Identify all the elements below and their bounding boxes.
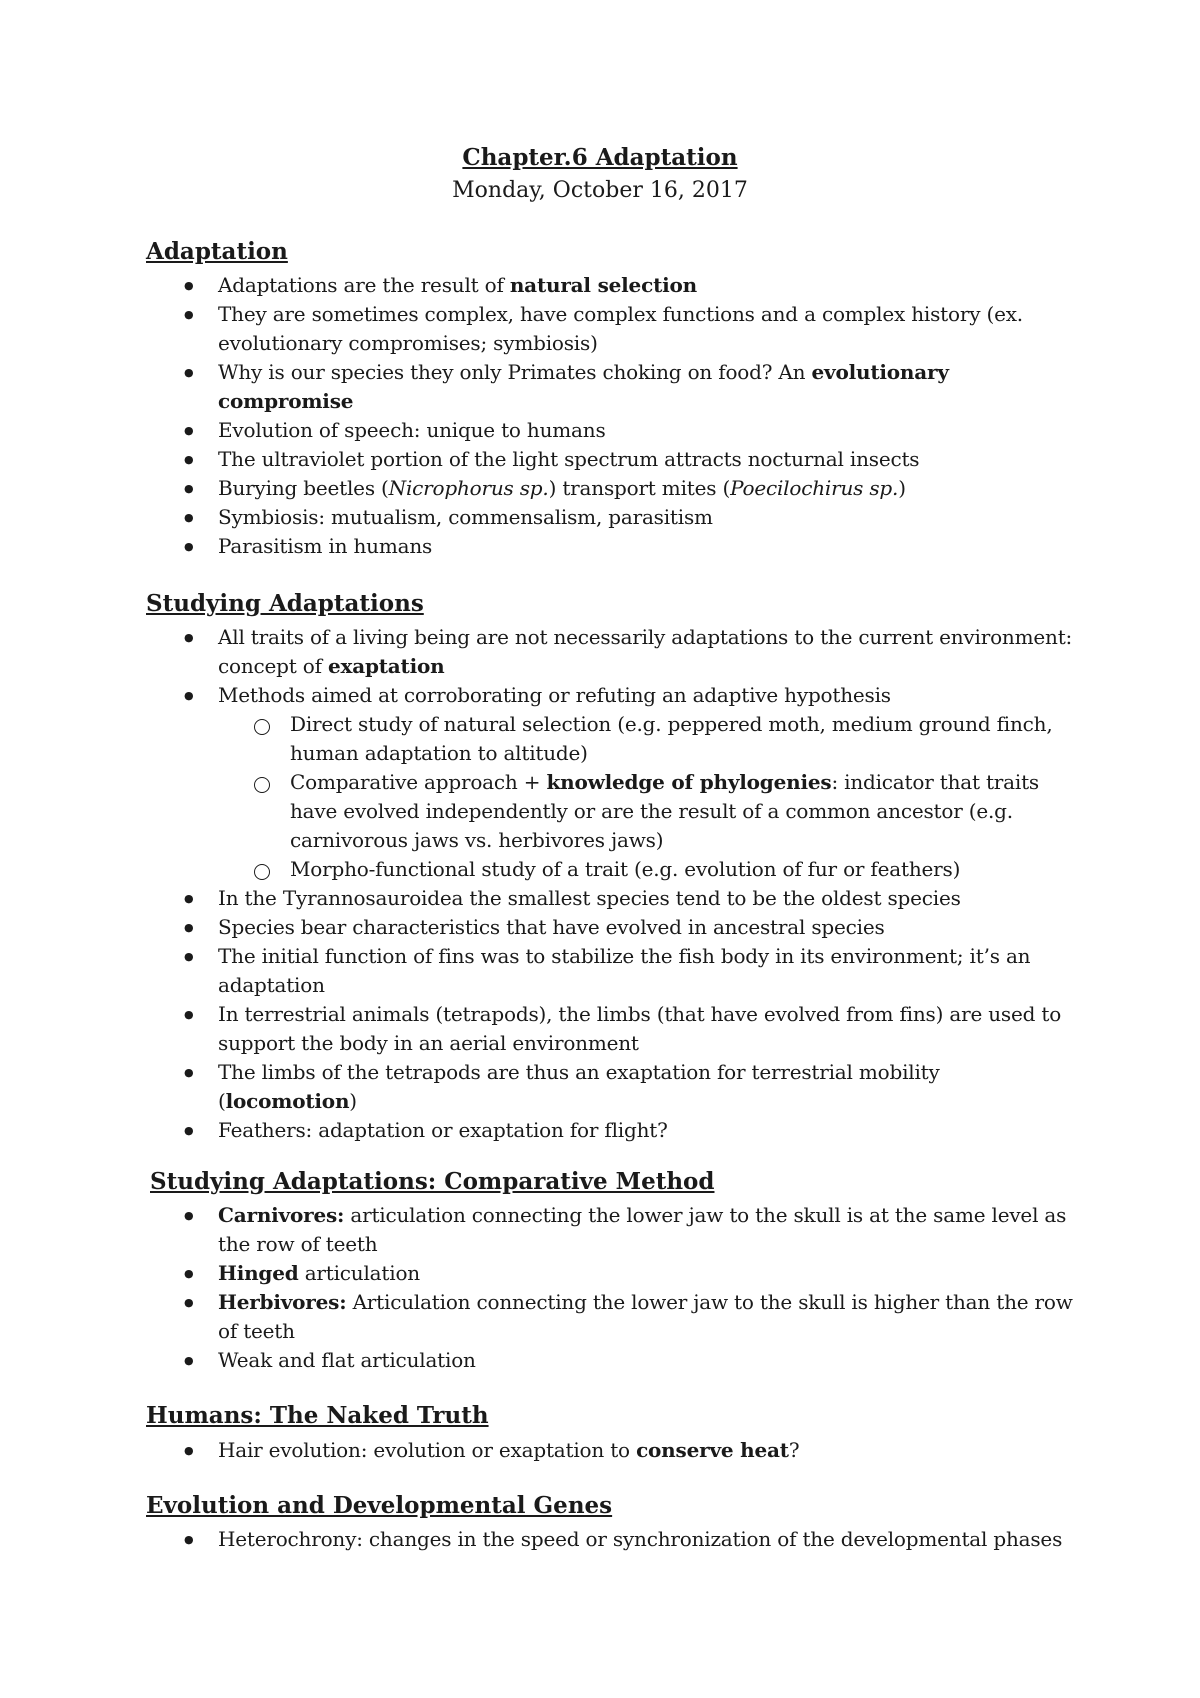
- section-heading-developmental-genes: Evolution and Developmental Genes: [146, 1492, 613, 1519]
- list-item: ● Carnivores: articulation connecting the lower jaw to the skull is at the same level as the row of teeth: [146, 1201, 1076, 1259]
- sublist-item: Comparative approach + knowledge of phylogenies: indicator that traits have evolved independently or are the result of a common ancestor (e.g. carnivorous jaws vs. herbivores jaws): [218, 768, 1076, 855]
- list-item: ● The ultraviolet portion of the light spectrum attracts nocturnal insects: [146, 445, 1076, 474]
- list-item: ● In terrestrial animals (tetrapods), the limbs (that have evolved from fins) are used to support the body in an aerial environment: [146, 1000, 1076, 1058]
- list-item: ● Weak and flat articulation: [146, 1346, 1076, 1375]
- list-item: ● They are sometimes complex, have complex functions and a complex history (ex. evolutionary compromises; symbiosis): [146, 300, 1076, 358]
- document-date: Monday, October 16, 2017: [452, 178, 748, 203]
- section-heading-naked-truth: Humans: The Naked Truth: [146, 1402, 489, 1429]
- section-heading-studying-adaptations: Studying Adaptations: [146, 590, 424, 617]
- list-item: ● Feathers: adaptation or exaptation for flight?: [146, 1116, 1076, 1145]
- sublist-item: Direct study of natural selection (e.g. peppered moth, medium ground finch, human adaptation to altitude): [218, 710, 1076, 768]
- methods-sublist: [218, 710, 1076, 884]
- list-item: ● In the Tyrannosauroidea the smallest species tend to be the oldest species: [146, 884, 1076, 913]
- list-item: ● Hinged articulation: [146, 1259, 1076, 1288]
- list-item: ● Evolution of speech: unique to humans: [146, 416, 1076, 445]
- list-item: ● Hair evolution: evolution or exaptation to conserve heat?: [146, 1436, 1076, 1465]
- list-item: ● Species bear characteristics that have evolved in ancestral species: [146, 913, 1076, 942]
- section-heading-adaptation: Adaptation: [146, 238, 288, 265]
- adaptation-list: [146, 271, 1076, 561]
- document-title: Chapter.6 Adaptation: [462, 144, 738, 171]
- list-item: ● Heterochrony: changes in the speed or synchronization of the developmental phases: [146, 1525, 1076, 1554]
- list-item: ● Burying beetles (Nicrophorus sp.) transport mites (Poecilochirus sp.): [146, 474, 1076, 503]
- naked-truth-list: [146, 1436, 1076, 1465]
- comparative-method-list: [146, 1201, 1076, 1375]
- list-item: ● Symbiosis: mutualism, commensalism, parasitism: [146, 503, 1076, 532]
- list-item: ● Herbivores: Articulation connecting the lower jaw to the skull is higher than the row of teeth: [146, 1288, 1076, 1346]
- section-heading-comparative-method: Studying Adaptations: Comparative Method: [150, 1168, 715, 1195]
- developmental-genes-list: [146, 1525, 1076, 1554]
- list-item: ● Why is our species they only Primates choking on food? An evolutionary compromise: [146, 358, 1076, 416]
- sublist-item: Morpho-functional study of a trait (e.g. evolution of fur or feathers): [218, 855, 1076, 884]
- list-item: ● The initial function of fins was to stabilize the fish body in its environment; it’s an adaptation: [146, 942, 1076, 1000]
- list-item: ● Methods aimed at corroborating or refuting an adaptive hypothesis Direct study of natural selection (e.g. peppered moth, medium ground finch, human adaptation to altitude) Comparative approach + knowledge of phylogenies: indicator that traits have evolved independently or are the result of a common ancestor (e.g. carnivorous jaws vs. herbivores jaws) Morpho-functional study of a trait (e.g. evolution of fur or feathers): [146, 681, 1076, 884]
- studying-adaptations-list: [146, 623, 1076, 1145]
- list-item: ● Adaptations are the result of natural selection: [146, 271, 1076, 300]
- list-item: ● Parasitism in humans: [146, 532, 1076, 561]
- list-item: ● All traits of a living being are not necessarily adaptations to the current environment: concept of exaptation: [146, 623, 1076, 681]
- list-item: ● The limbs of the tetrapods are thus an exaptation for terrestrial mobility (locomotion): [146, 1058, 1076, 1116]
